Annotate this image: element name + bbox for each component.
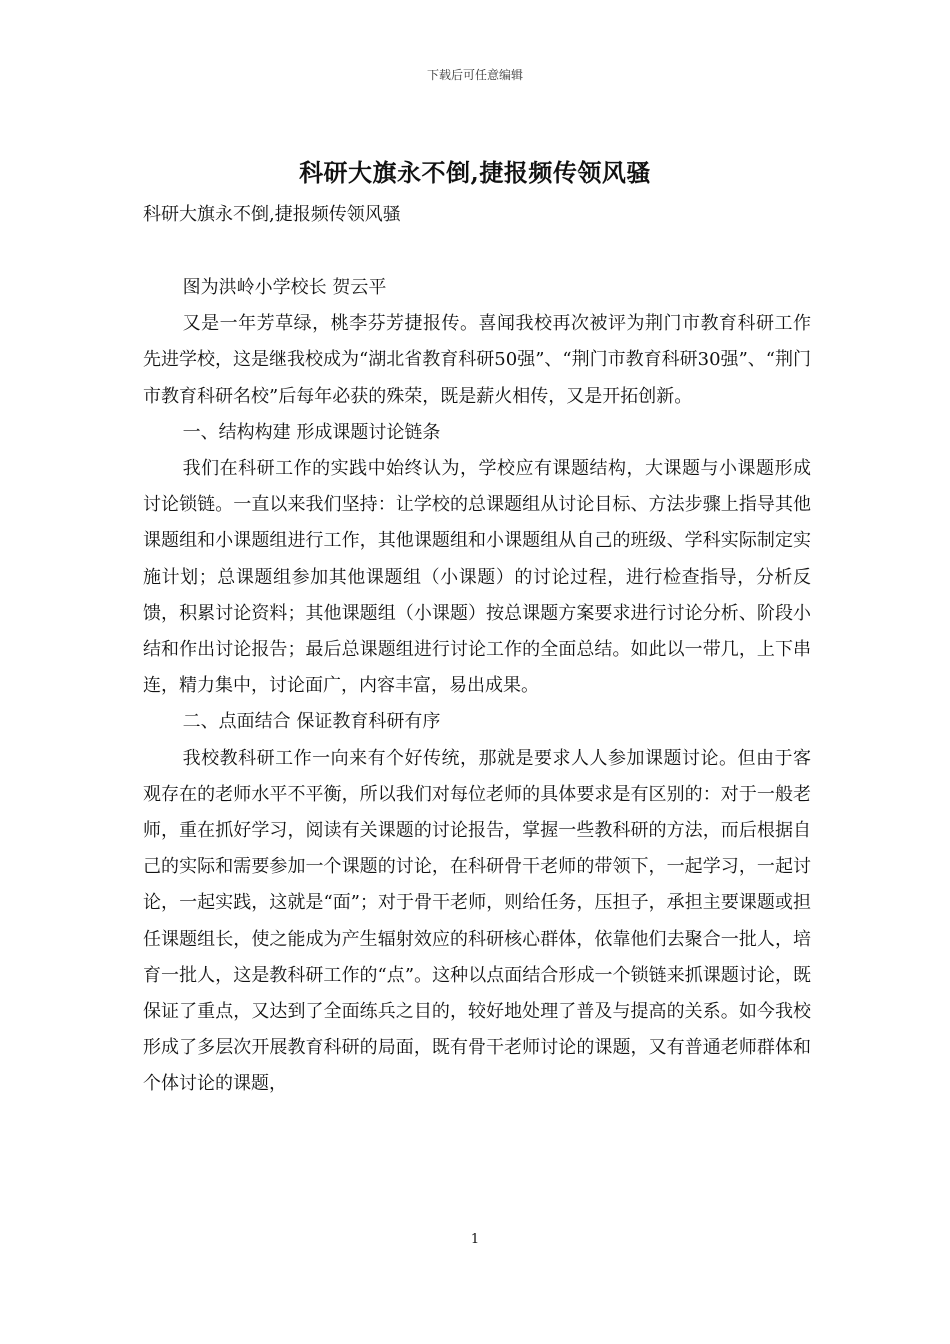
body-paragraph: 我校教科研工作一向来有个好传统，那就是要求人人参加课题讨论。但由于客观存在的老师水平不平衡，所以我们对每位老师的具体要求是有区别的：对于一般老师，重在抓好学习，阅读有关课题的讨论报告，掌握一些教科研的方法，而后根据自己的实际和需要参加一个课题的讨论，在科研骨干老师的带领下，一起学习，一起讨论，一起实践，这就是“面”；对于骨干老师，则给任务，压担子，承担主要课题或担任课题组长，使之能成为产生辐射效应的科研核心群体，依靠他们去聚合一批人，培育一批人，这是教科研工作的“点”。这种以点面结合形成一个锁链来抓课题讨论，既保证了重点，又达到了全面练兵之目的，较好地处理了普及与提高的关系。如今我校形成了多层次开展教育科研的局面，既有骨干老师讨论的课题，又有普通老师群体和个体讨论的课题， xyxy=(143,747,811,1095)
document-title: 科研大旗永不倒,捷报频传领风骚 xyxy=(299,158,651,187)
body-paragraph: 我们在科研工作的实践中始终认为，学校应有课题结构，大课题与小课题形成讨论锁链。一直以来我们坚持：让学校的总课题组从讨论目标、方法步骤上指导其他课题组和小课题组进行工作，其他课题组和小课题组从自己的班级、学科实际制定实施计划；总课题组参加其他课题组（小课题）的讨论过程，进行检查指导，分析反馈，积累讨论资料；其他课题组（小课题）按总课题方案要求进行讨论分析、阶段小结和作出讨论报告；最后总课题组进行讨论工作的全面总结。如此以一带几，上下串连，精力集中，讨论面广，内容丰富，易出成果。 xyxy=(143,458,811,697)
section-heading: 一、结构构建 形成课题讨论链条 xyxy=(182,421,441,443)
header-note: 下载后可任意编辑 xyxy=(426,68,523,82)
photo-caption: 图为洪岭小学校长 贺云平 xyxy=(182,277,387,298)
page-number: 1 xyxy=(470,1232,480,1247)
document-body xyxy=(143,270,811,1103)
section-heading: 二、点面结合 保证教育科研有序 xyxy=(182,711,441,733)
body-paragraph: 又是一年芳草绿，桃李芬芳捷报传。喜闻我校再次被评为荆门市教育科研工作先进学校，这是继我校成为“湖北省教育科研50强”、“荆门市教育科研30强”、“荆门市教育科研名校”后每年必获的殊荣，既是薪火相传，又是开拓创新。 xyxy=(143,313,811,407)
document-subtitle: 科研大旗永不倒,捷报频传领风骚 xyxy=(143,204,401,225)
